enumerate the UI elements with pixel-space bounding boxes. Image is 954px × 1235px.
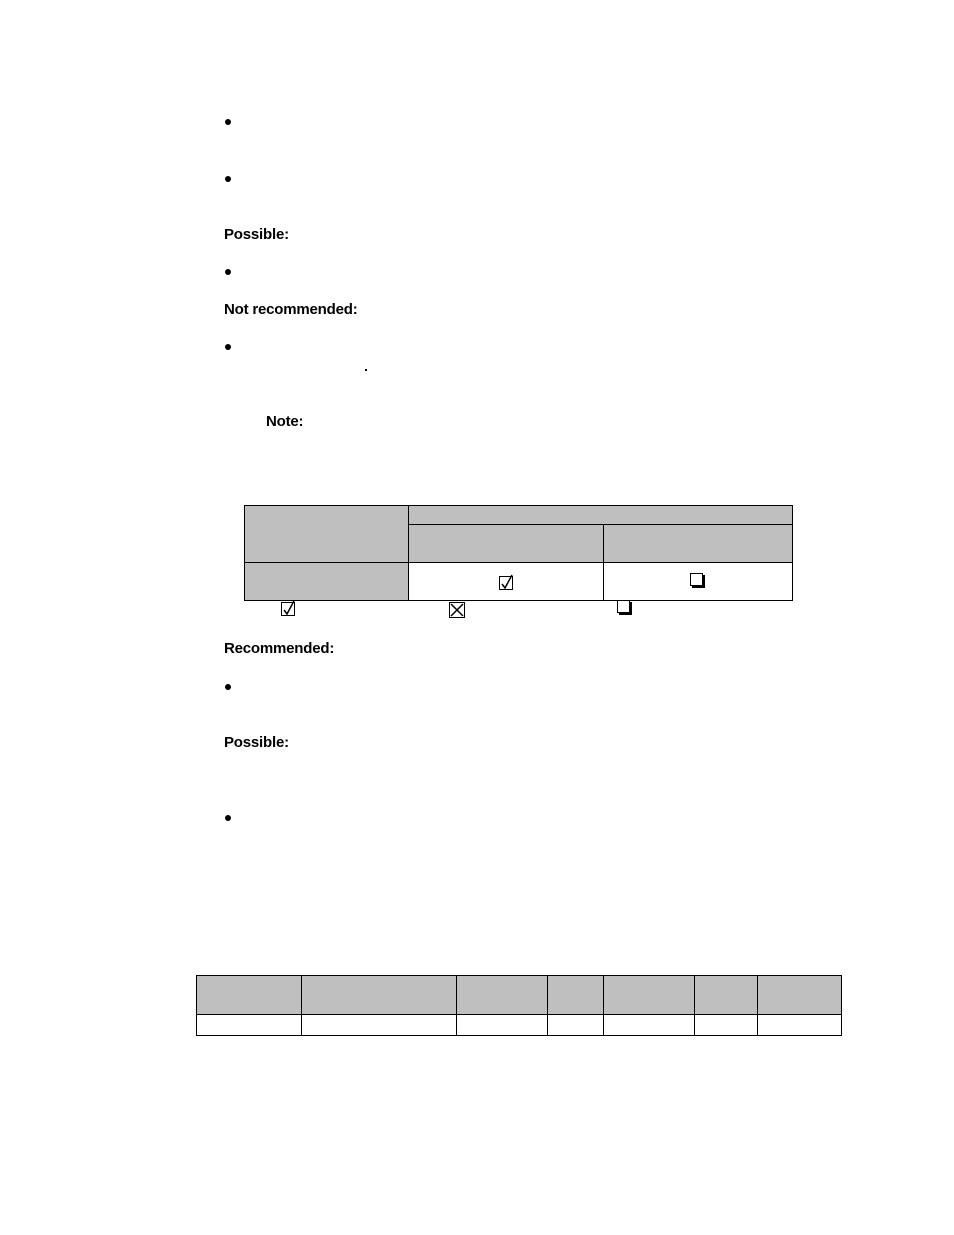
table-header-cell (547, 975, 604, 1015)
bullet-marker (225, 176, 231, 182)
table-cell (456, 1014, 548, 1036)
heading-possible: Possible: (224, 226, 289, 243)
table-header-cell (408, 505, 793, 525)
heading-recommended: Recommended: (224, 640, 335, 657)
table-cell (757, 1014, 842, 1036)
checkbox-checked-icon (499, 576, 513, 590)
table-header-cell (694, 975, 758, 1015)
table-header-cell (244, 505, 409, 563)
table-header-cell (757, 975, 842, 1015)
table-header-cell (603, 975, 695, 1015)
table-header-cell (301, 975, 457, 1015)
table-header-cell (603, 524, 793, 563)
checkbox-empty-icon (690, 573, 703, 586)
table-header-cell (456, 975, 548, 1015)
heading-note: Note: (266, 413, 304, 430)
table-cell (196, 1014, 302, 1036)
table-cell (301, 1014, 457, 1036)
bullet-marker (225, 269, 231, 275)
checkbox-empty-icon (617, 600, 630, 613)
small-dot (365, 369, 367, 371)
heading-possible: Possible: (224, 734, 289, 751)
table-row-header (244, 562, 409, 601)
bullet-marker (225, 344, 231, 350)
table-cell (547, 1014, 604, 1036)
checkbox-checked-icon (281, 602, 295, 616)
heading-not-recommended: Not recommended: (224, 301, 358, 318)
table-cell (694, 1014, 758, 1036)
table-cell (603, 1014, 695, 1036)
table-header-cell (196, 975, 302, 1015)
bullet-marker (225, 119, 231, 125)
bullet-marker (225, 684, 231, 690)
table-header-cell (408, 524, 604, 563)
bullet-marker (225, 815, 231, 821)
checkbox-crossed-icon (449, 602, 465, 618)
